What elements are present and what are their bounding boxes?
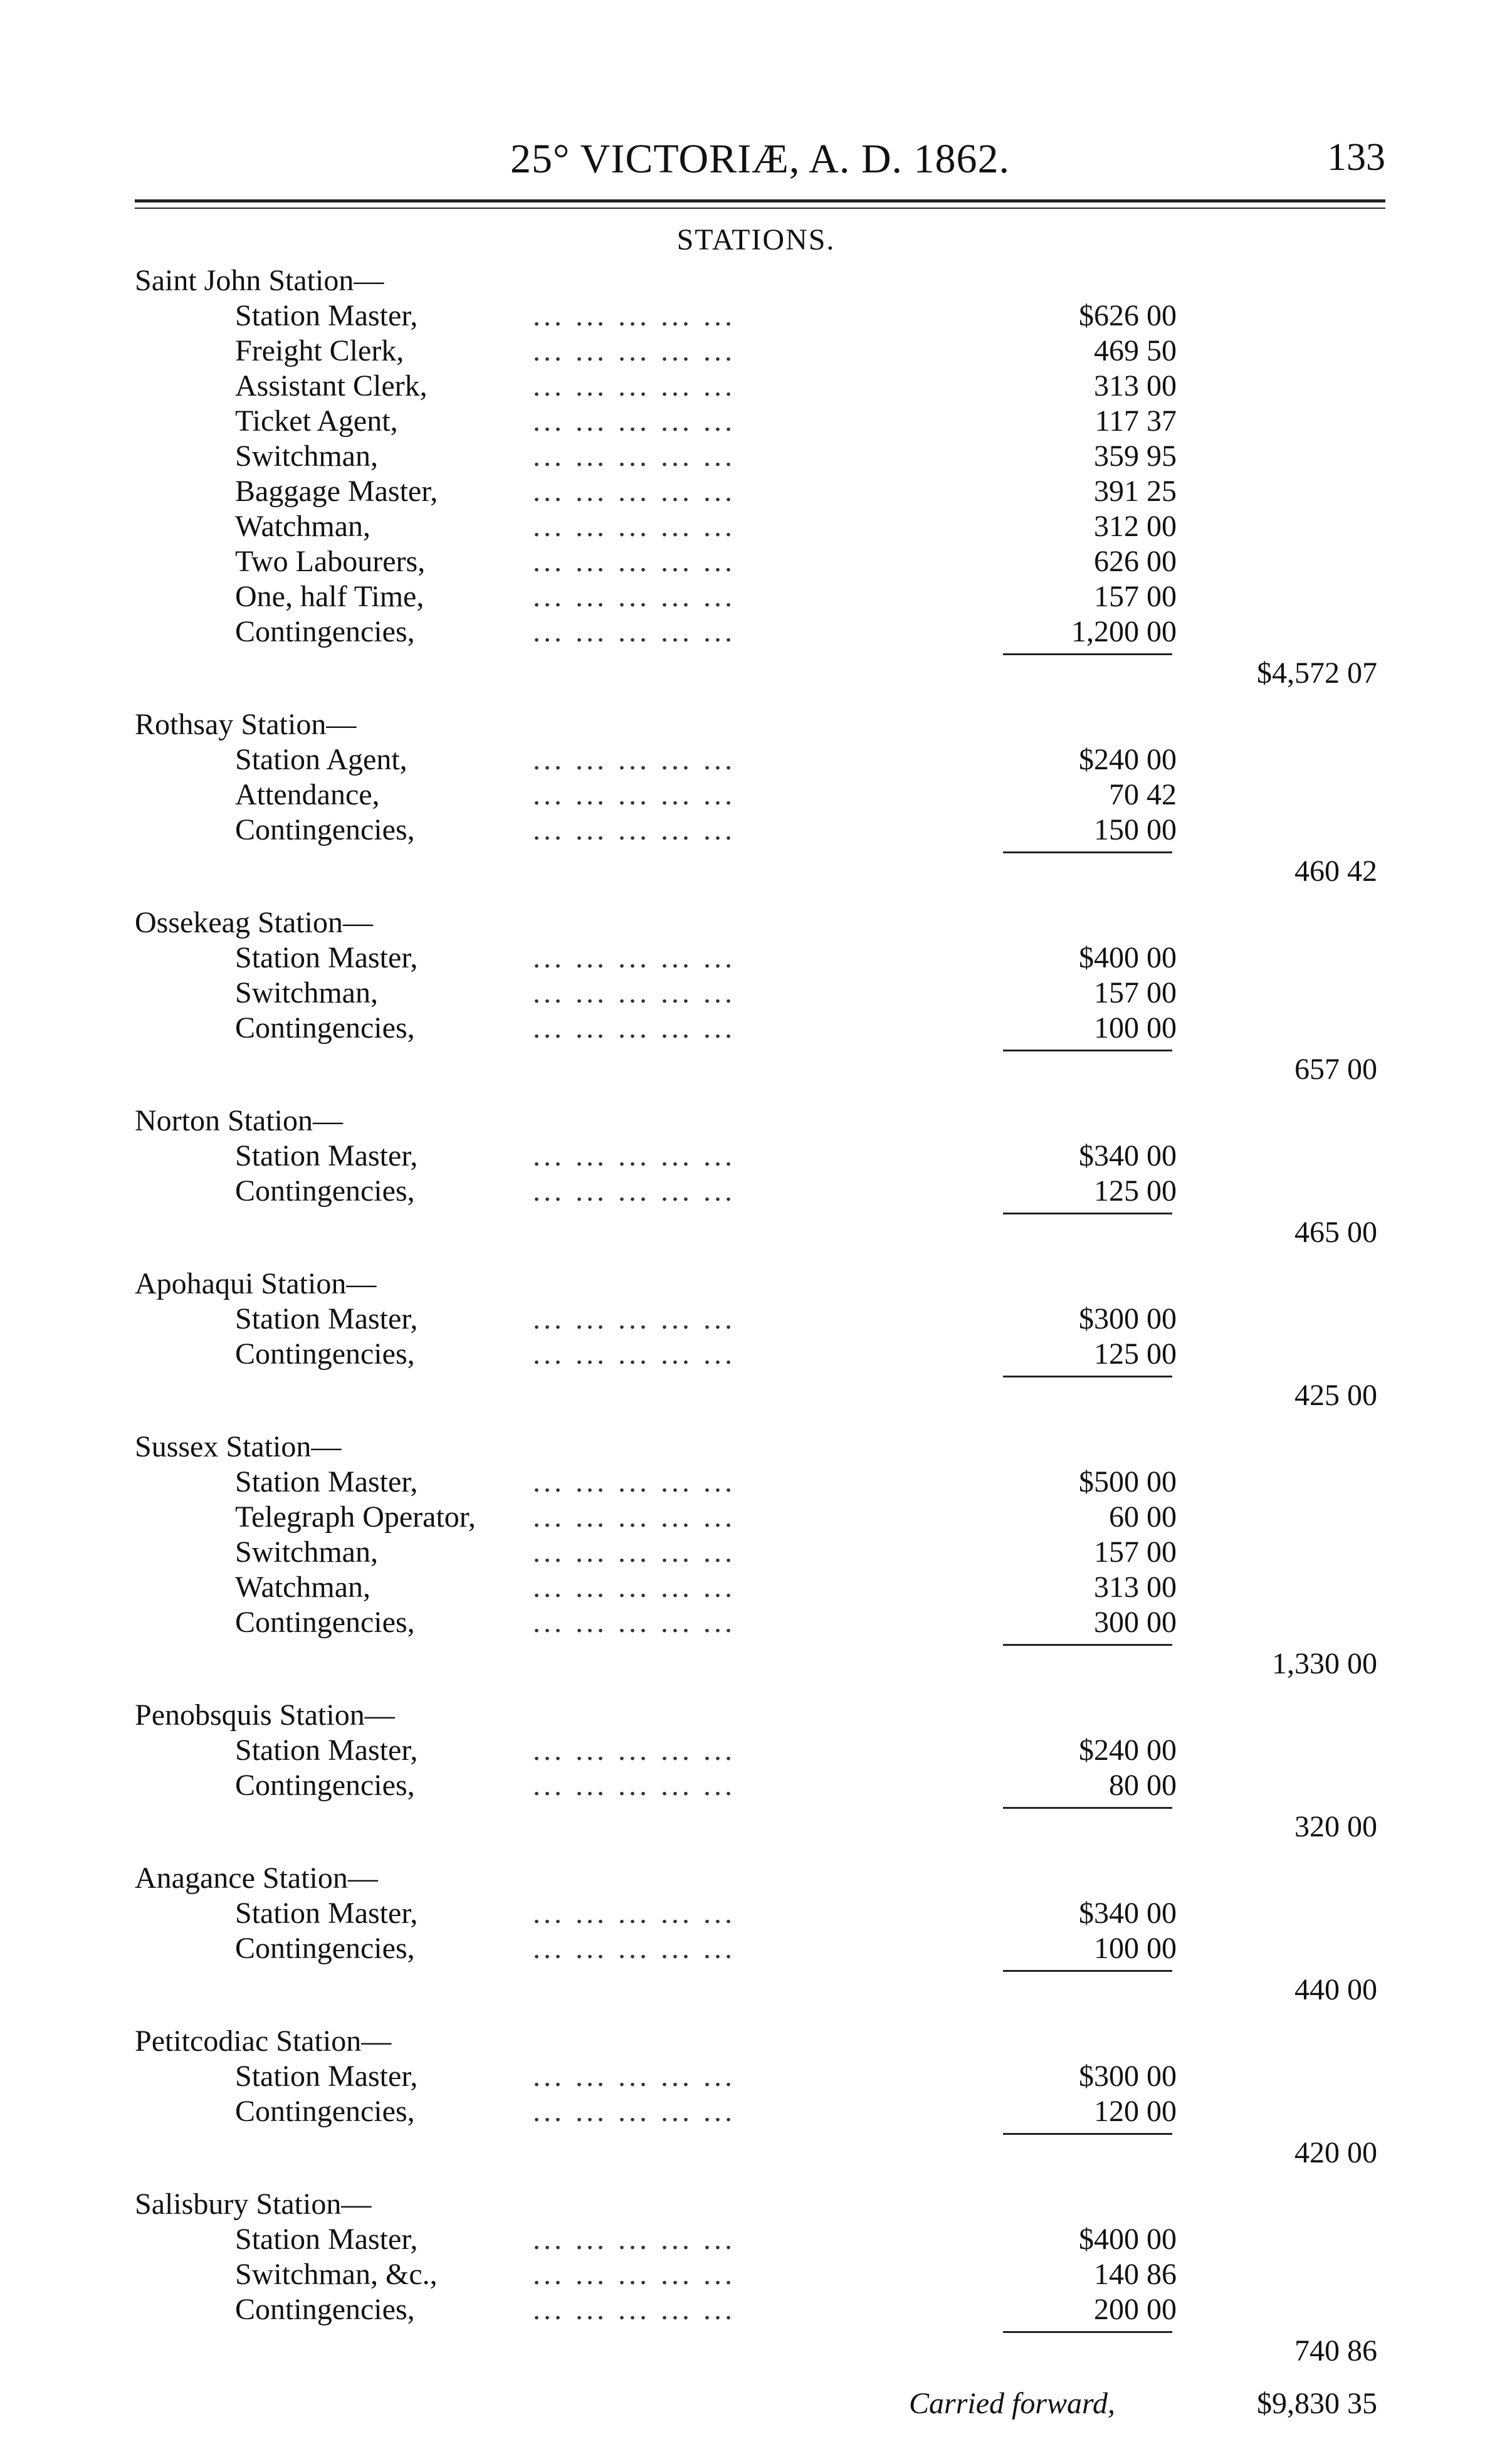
- line-item-amount: 313 00: [1094, 369, 1177, 403]
- line-item-label: Baggage Master,: [235, 475, 438, 508]
- subtotal-rule: [1003, 851, 1172, 853]
- page-title: 25° VICTORIÆ, A. D. 1862.: [510, 136, 1011, 182]
- line-item: [0, 509, 1512, 544]
- station-group: [0, 1103, 1512, 1249]
- station-total-row: [0, 1640, 1512, 1680]
- line-item-label: Contingencies,: [235, 1606, 415, 1639]
- line-item-amount: 150 00: [1094, 813, 1177, 846]
- line-item: [0, 614, 1512, 650]
- line-item-label: Station Master,: [235, 1734, 418, 1767]
- line-item-label: Contingencies,: [235, 1011, 415, 1045]
- leader-dots: ... ... ... ... ...: [533, 2223, 735, 2256]
- line-item-label: Watchman,: [235, 1571, 371, 1604]
- station-total: 420 00: [1294, 2136, 1377, 2169]
- line-item: [0, 1605, 1512, 1640]
- leader-dots: ... ... ... ... ...: [533, 1734, 735, 1767]
- leader-dots: ... ... ... ... ...: [533, 1769, 735, 1802]
- station-total: 320 00: [1294, 1810, 1377, 1843]
- line-item-label: Switchman,: [235, 976, 378, 1009]
- line-item: [0, 1337, 1512, 1372]
- station-name: Ossekeag Station—: [135, 906, 373, 939]
- line-item-label: Station Master,: [235, 941, 418, 974]
- line-item-amount: 80 00: [1109, 1769, 1177, 1802]
- leader-dots: ... ... ... ... ...: [533, 440, 735, 473]
- line-item-label: Station Master,: [235, 1897, 418, 1930]
- line-item: [0, 2094, 1512, 2129]
- leader-dots: ... ... ... ... ...: [533, 580, 735, 613]
- line-item-amount: $340 00: [1079, 1897, 1177, 1930]
- line-item-amount: 120 00: [1094, 2095, 1177, 2128]
- line-item-label: Watchman,: [235, 510, 371, 543]
- leader-dots: ... ... ... ... ...: [533, 2095, 735, 2128]
- leader-dots: ... ... ... ... ...: [533, 941, 735, 974]
- line-item-amount: 157 00: [1094, 580, 1177, 613]
- station-total-row: [0, 1209, 1512, 1249]
- station-total-row: [0, 1803, 1512, 1843]
- station-name: Sussex Station—: [135, 1430, 342, 1463]
- line-item: [0, 1011, 1512, 1046]
- leader-dots: ... ... ... ... ...: [533, 1302, 735, 1335]
- line-item-label: Switchman, &c.,: [235, 2258, 438, 2291]
- station-total: 425 00: [1294, 1379, 1377, 1412]
- leader-dots: ... ... ... ... ...: [533, 1932, 735, 1965]
- line-item: [0, 2222, 1512, 2257]
- page-header: [135, 135, 1385, 186]
- station-group: [0, 1430, 1512, 1680]
- line-item-label: Station Master,: [235, 2223, 418, 2256]
- line-item-label: Attendance,: [235, 778, 380, 811]
- line-item: [0, 544, 1512, 579]
- line-item-label: Contingencies,: [235, 2095, 415, 2128]
- leader-dots: ... ... ... ... ...: [533, 334, 735, 367]
- line-item-label: Contingencies,: [235, 615, 415, 648]
- leader-dots: ... ... ... ... ...: [533, 1571, 735, 1604]
- leader-dots: ... ... ... ... ...: [533, 1139, 735, 1172]
- line-item-label: Station Master,: [235, 1139, 418, 1172]
- line-item: [0, 1500, 1512, 1535]
- line-item-amount: 60 00: [1109, 1500, 1177, 1534]
- line-item-amount: 100 00: [1094, 1011, 1177, 1045]
- leader-dots: ... ... ... ... ...: [533, 743, 735, 776]
- line-item-amount: 157 00: [1094, 1535, 1177, 1569]
- station-total-row: [0, 650, 1512, 690]
- station-group: [0, 1266, 1512, 1412]
- line-item: [0, 1931, 1512, 1966]
- line-item-amount: $400 00: [1079, 2223, 1177, 2256]
- line-item-label: Contingencies,: [235, 1337, 415, 1371]
- station-name: Salisbury Station—: [135, 2188, 372, 2221]
- line-item: [0, 1139, 1512, 1174]
- line-item: [0, 298, 1512, 334]
- leader-dots: ... ... ... ... ...: [533, 369, 735, 403]
- line-item: [0, 1570, 1512, 1605]
- line-item-amount: 70 42: [1109, 778, 1177, 811]
- station-name: Saint John Station—: [135, 264, 384, 297]
- leader-dots: ... ... ... ... ...: [533, 404, 735, 438]
- line-item: [0, 1768, 1512, 1803]
- line-item-amount: 1,200 00: [1071, 615, 1177, 648]
- station-name: Penobsquis Station—: [135, 1698, 395, 1732]
- line-item-label: Contingencies,: [235, 1932, 415, 1965]
- line-item-label: Switchman,: [235, 440, 378, 473]
- line-item-label: One, half Time,: [235, 580, 424, 613]
- line-item: [0, 1174, 1512, 1209]
- line-item: [0, 2059, 1512, 2094]
- line-item-label: Station Master,: [235, 2060, 418, 2093]
- line-item-label: Contingencies,: [235, 2293, 415, 2326]
- line-item-amount: $340 00: [1079, 1139, 1177, 1172]
- line-item-label: Contingencies,: [235, 1174, 415, 1208]
- subtotal-rule: [1003, 653, 1172, 655]
- line-item-amount: 200 00: [1094, 2293, 1177, 2326]
- leader-dots: ... ... ... ... ...: [533, 2060, 735, 2093]
- line-item-label: Station Master,: [235, 299, 418, 332]
- line-item-amount: 312 00: [1094, 510, 1177, 543]
- subtotal-rule: [1003, 2331, 1172, 2333]
- subtotal-rule: [1003, 1807, 1172, 1809]
- leader-dots: ... ... ... ... ...: [533, 2258, 735, 2291]
- line-item-amount: 117 37: [1095, 404, 1177, 438]
- leader-dots: ... ... ... ... ...: [533, 1174, 735, 1208]
- line-item-label: Freight Clerk,: [235, 334, 404, 367]
- leader-dots: ... ... ... ... ...: [533, 813, 735, 846]
- station-group: [0, 1861, 1512, 2006]
- line-item-amount: 100 00: [1094, 1932, 1177, 1965]
- line-item-label: Contingencies,: [235, 1769, 415, 1802]
- line-item: [0, 1896, 1512, 1931]
- station-name: Apohaqui Station—: [135, 1267, 377, 1300]
- line-item-label: Two Labourers,: [235, 545, 426, 578]
- leader-dots: ... ... ... ... ...: [533, 2293, 735, 2326]
- carried-forward-total: $9,830 35: [1257, 2387, 1377, 2420]
- station-total-row: [0, 1372, 1512, 1412]
- station-total-row: [0, 1046, 1512, 1086]
- line-item: [0, 940, 1512, 976]
- station-group: [0, 2187, 1512, 2367]
- line-item-amount: $240 00: [1079, 743, 1177, 776]
- line-item-amount: 626 00: [1094, 545, 1177, 578]
- station-name: Rothsay Station—: [135, 708, 357, 741]
- station-group: [0, 1698, 1512, 1843]
- leader-dots: ... ... ... ... ...: [533, 1897, 735, 1930]
- line-item: [0, 1733, 1512, 1768]
- line-item-amount: $240 00: [1079, 1734, 1177, 1767]
- subtotal-rule: [1003, 2133, 1172, 2135]
- section-title: STATIONS.: [676, 223, 836, 256]
- line-item-label: Switchman,: [235, 1535, 378, 1569]
- line-item-amount: $500 00: [1079, 1465, 1177, 1498]
- line-item-label: Station Master,: [235, 1465, 418, 1498]
- line-item-label: Ticket Agent,: [235, 404, 398, 438]
- line-item: [0, 1302, 1512, 1337]
- line-item-amount: $300 00: [1079, 1302, 1177, 1335]
- station-total-row: [0, 848, 1512, 888]
- line-item-amount: $300 00: [1079, 2060, 1177, 2093]
- station-name: Anagance Station—: [135, 1861, 378, 1895]
- station-total: 740 86: [1294, 2334, 1377, 2367]
- line-item-label: Contingencies,: [235, 813, 415, 846]
- line-item-amount: 391 25: [1094, 475, 1177, 508]
- station-name: Norton Station—: [135, 1104, 343, 1137]
- leader-dots: ... ... ... ... ...: [533, 1011, 735, 1045]
- subtotal-rule: [1003, 1644, 1172, 1646]
- line-item: [0, 1535, 1512, 1570]
- leader-dots: ... ... ... ... ...: [533, 299, 735, 332]
- line-item-amount: 469 50: [1094, 334, 1177, 367]
- leader-dots: ... ... ... ... ...: [533, 1500, 735, 1534]
- line-item: [0, 369, 1512, 404]
- station-total: $4,572 07: [1257, 656, 1377, 690]
- line-item: [0, 334, 1512, 369]
- leader-dots: ... ... ... ... ...: [533, 1337, 735, 1371]
- station-total-row: [0, 1966, 1512, 2006]
- line-item: [0, 474, 1512, 509]
- leader-dots: ... ... ... ... ...: [533, 1606, 735, 1639]
- station-total: 657 00: [1294, 1053, 1377, 1086]
- line-item: [0, 742, 1512, 777]
- subtotal-rule: [1003, 1376, 1172, 1377]
- carried-forward-label: Carried forward,: [909, 2387, 1115, 2420]
- line-item-amount: 140 86: [1094, 2258, 1177, 2291]
- carried-forward-row: [0, 2385, 1512, 2423]
- line-item: [0, 976, 1512, 1011]
- line-item: [0, 579, 1512, 614]
- subtotal-rule: [1003, 1050, 1172, 1051]
- station-group: [0, 263, 1512, 690]
- line-item: [0, 439, 1512, 474]
- leader-dots: ... ... ... ... ...: [533, 545, 735, 578]
- line-item-amount: 359 95: [1094, 440, 1177, 473]
- line-item-amount: 125 00: [1094, 1174, 1177, 1208]
- header-rule-thin: [135, 208, 1385, 209]
- leader-dots: ... ... ... ... ...: [533, 1535, 735, 1569]
- station-total: 465 00: [1294, 1216, 1377, 1249]
- line-item-amount: $626 00: [1079, 299, 1177, 332]
- line-item-label: Telegraph Operator,: [235, 1500, 476, 1534]
- header-rule-thick: [135, 199, 1385, 203]
- line-item-amount: 300 00: [1094, 1606, 1177, 1639]
- station-total-row: [0, 2129, 1512, 2169]
- line-item-label: Assistant Clerk,: [235, 369, 428, 403]
- station-group: [0, 707, 1512, 888]
- leader-dots: ... ... ... ... ...: [533, 475, 735, 508]
- station-total: 460 42: [1294, 855, 1377, 888]
- line-item-amount: 125 00: [1094, 1337, 1177, 1371]
- line-item: [0, 2257, 1512, 2292]
- line-item-label: Station Master,: [235, 1302, 418, 1335]
- line-item: [0, 404, 1512, 439]
- line-item-label: Station Agent,: [235, 743, 407, 776]
- page-number: 133: [1327, 136, 1385, 179]
- line-item: [0, 813, 1512, 848]
- line-item: [0, 1465, 1512, 1500]
- subtotal-rule: [1003, 1213, 1172, 1214]
- station-total-row: [0, 2327, 1512, 2367]
- station-total: 1,330 00: [1272, 1647, 1377, 1680]
- station-name: Petitcodiac Station—: [135, 2025, 392, 2058]
- stations-list: [0, 263, 1512, 2423]
- station-total: 440 00: [1294, 1973, 1377, 2006]
- leader-dots: ... ... ... ... ...: [533, 1465, 735, 1498]
- line-item-amount: 313 00: [1094, 1571, 1177, 1604]
- station-group: [0, 905, 1512, 1086]
- leader-dots: ... ... ... ... ...: [533, 510, 735, 543]
- leader-dots: ... ... ... ... ...: [533, 976, 735, 1009]
- line-item: [0, 777, 1512, 813]
- station-group: [0, 2024, 1512, 2169]
- line-item-amount: $400 00: [1079, 941, 1177, 974]
- line-item: [0, 2292, 1512, 2327]
- subtotal-rule: [1003, 1970, 1172, 1972]
- leader-dots: ... ... ... ... ...: [533, 615, 735, 648]
- leader-dots: ... ... ... ... ...: [533, 778, 735, 811]
- line-item-amount: 157 00: [1094, 976, 1177, 1009]
